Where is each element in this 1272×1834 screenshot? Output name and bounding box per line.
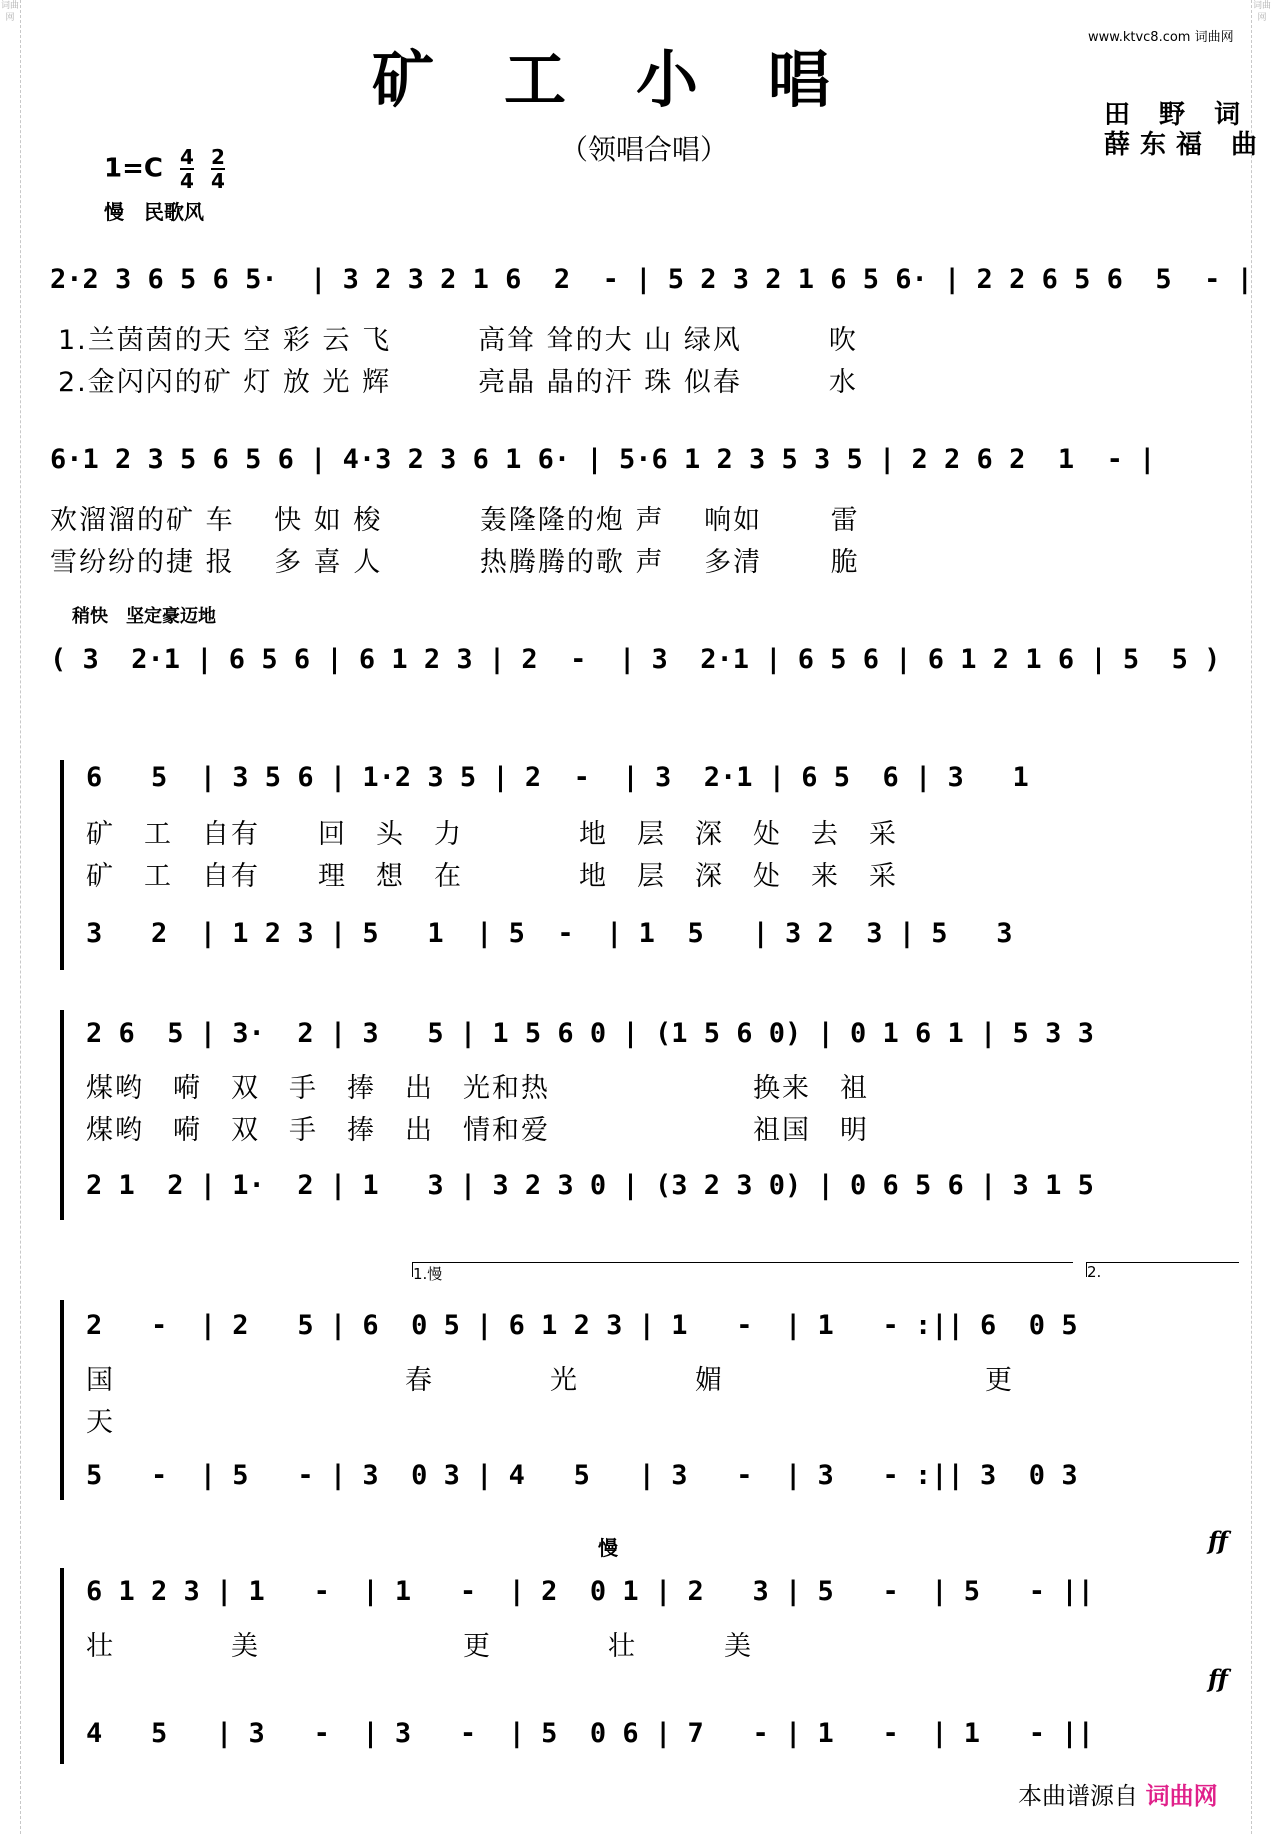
time-bottom: 4	[180, 169, 194, 193]
lyrics-verse-2: 煤哟 嗬 双 手 捧 出 情和爱 祖国 明	[86, 1115, 869, 1146]
lyrics-verse-1: 欢溜溜的矿 车 快 如 梭 轰隆隆的炮 声 响如 雷	[50, 505, 860, 536]
upper-voice-notes: 2 - | 2 5 | 6 0 5 | 6 1 2 3 | 1 - | 1 - :|| 6 0 5	[86, 1310, 1078, 1341]
watermark-text: 词曲网	[0, 1, 19, 23]
song-subtitle: （领唱合唱）	[560, 133, 729, 166]
tempo-marking: 慢 民歌风	[104, 200, 204, 224]
tempo-marking-2: 稍快 坚定豪迈地	[72, 606, 216, 627]
second-ending-label: 2.	[1087, 1263, 1102, 1281]
watermark-text: 词曲网	[1252, 1, 1271, 23]
right-watermark-strip	[1251, 0, 1272, 1834]
lower-voice-notes: 4 5 | 3 - | 3 - | 5 0 6 | 7 - | 1 - | 1 - ||	[86, 1718, 1094, 1749]
lyrics-verse-1: 煤哟 嗬 双 手 捧 出 光和热 换来 祖	[86, 1073, 869, 1104]
site-url: www.ktvc8.com 词曲网	[1088, 30, 1234, 45]
notes-line: ( 3 2·1 | 6 5 6 | 6 1 2 3 | 2 - | 3 2·1 | 6 5 6 | 6 1 2 1 6 | 5 5 )	[50, 644, 1221, 675]
system-bracket	[60, 760, 64, 970]
lower-voice-notes: 2 1 2 | 1· 2 | 1 3 | 3 2 3 0 | (3 2 3 0) | 0 6 5 6 | 3 1 5	[86, 1170, 1094, 1201]
first-ending-label: 1.慢	[413, 1265, 443, 1283]
left-watermark-strip	[0, 0, 21, 1834]
footer-source-text: 本曲谱源自	[1018, 1782, 1138, 1810]
upper-voice-notes: 2 6 5 | 3· 2 | 3 5 | 1 5 6 0 | (1 5 6 0) | 0 1 6 1 | 5 3 3	[86, 1018, 1094, 1049]
lower-voice-notes: 5 - | 5 - | 3 0 3 | 4 5 | 3 - | 3 - :|| 3 0 3	[86, 1460, 1078, 1491]
system-bracket	[60, 1568, 64, 1764]
system-bracket	[60, 1010, 64, 1220]
second-ending-bracket	[1086, 1262, 1239, 1281]
lyrics-verse-1: 矿 工 自有 回 头 力 地 层 深 处 去 采	[86, 819, 898, 850]
first-ending-bracket	[412, 1262, 1073, 1283]
tempo-marking-3: 慢	[598, 1536, 618, 1560]
footer-brand-link[interactable]: 词曲网	[1145, 1782, 1218, 1810]
time-signature-4-4	[180, 146, 194, 192]
upper-voice-notes: 6 1 2 3 | 1 - | 1 - | 2 0 1 | 2 3 | 5 - | 5 - ||	[86, 1576, 1094, 1607]
key-signature	[104, 146, 225, 192]
composer-credit: 薛东福 曲	[1104, 130, 1268, 160]
lyrics-line-b: 天	[86, 1407, 115, 1438]
time-top: 4	[180, 145, 194, 169]
lyrics-verse-2: 2.金闪闪的矿 灯 放 光 辉 亮晶 晶的汗 珠 似春 水	[58, 367, 858, 398]
lower-voice-notes: 3 2 | 1 2 3 | 5 1 | 5 - | 1 5 | 3 2 3 | 5 3	[86, 918, 1013, 949]
footer-source	[1018, 1776, 1218, 1811]
fortissimo-dynamic: ff	[1208, 1526, 1228, 1555]
lyricist-credit: 田 野 词	[1104, 100, 1251, 130]
system-bracket	[60, 1300, 64, 1500]
song-title: 矿工小唱	[371, 43, 900, 116]
lyrics-verse-2: 雪纷纷的捷 报 多 喜 人 热腾腾的歌 声 多清 脆	[50, 547, 860, 578]
time-bottom: 4	[211, 169, 225, 193]
lyrics-verse-2: 矿 工 自有 理 想 在 地 层 深 处 来 采	[86, 861, 898, 892]
lyrics-verse-1: 1.兰茵茵的天 空 彩 云 飞 高耸 耸的大 山 绿风 吹	[58, 325, 858, 356]
upper-voice-notes: 6 5 | 3 5 6 | 1·2 3 5 | 2 - | 3 2·1 | 6 5 6 | 3 1	[86, 762, 1029, 793]
fortissimo-dynamic: ff	[1208, 1664, 1228, 1693]
lyrics-line-a: 国 春 光 媚 更	[86, 1365, 1014, 1396]
time-signature-2-4	[211, 146, 225, 192]
notes-line: 2·2 3 6 5 6 5· | 3 2 3 2 1 6 2 - | 5 2 3 2 1 6 5 6· | 2 2 6 5 6 5 - |	[50, 264, 1253, 295]
lyrics-line: 壮 美 更 壮 美	[86, 1631, 753, 1662]
notes-line: 6·1 2 3 5 6 5 6 | 4·3 2 3 6 1 6· | 5·6 1 2 3 5 3 5 | 2 2 6 2 1 - |	[50, 444, 1156, 475]
key-label: 1=C	[104, 153, 163, 184]
time-top: 2	[211, 145, 225, 169]
